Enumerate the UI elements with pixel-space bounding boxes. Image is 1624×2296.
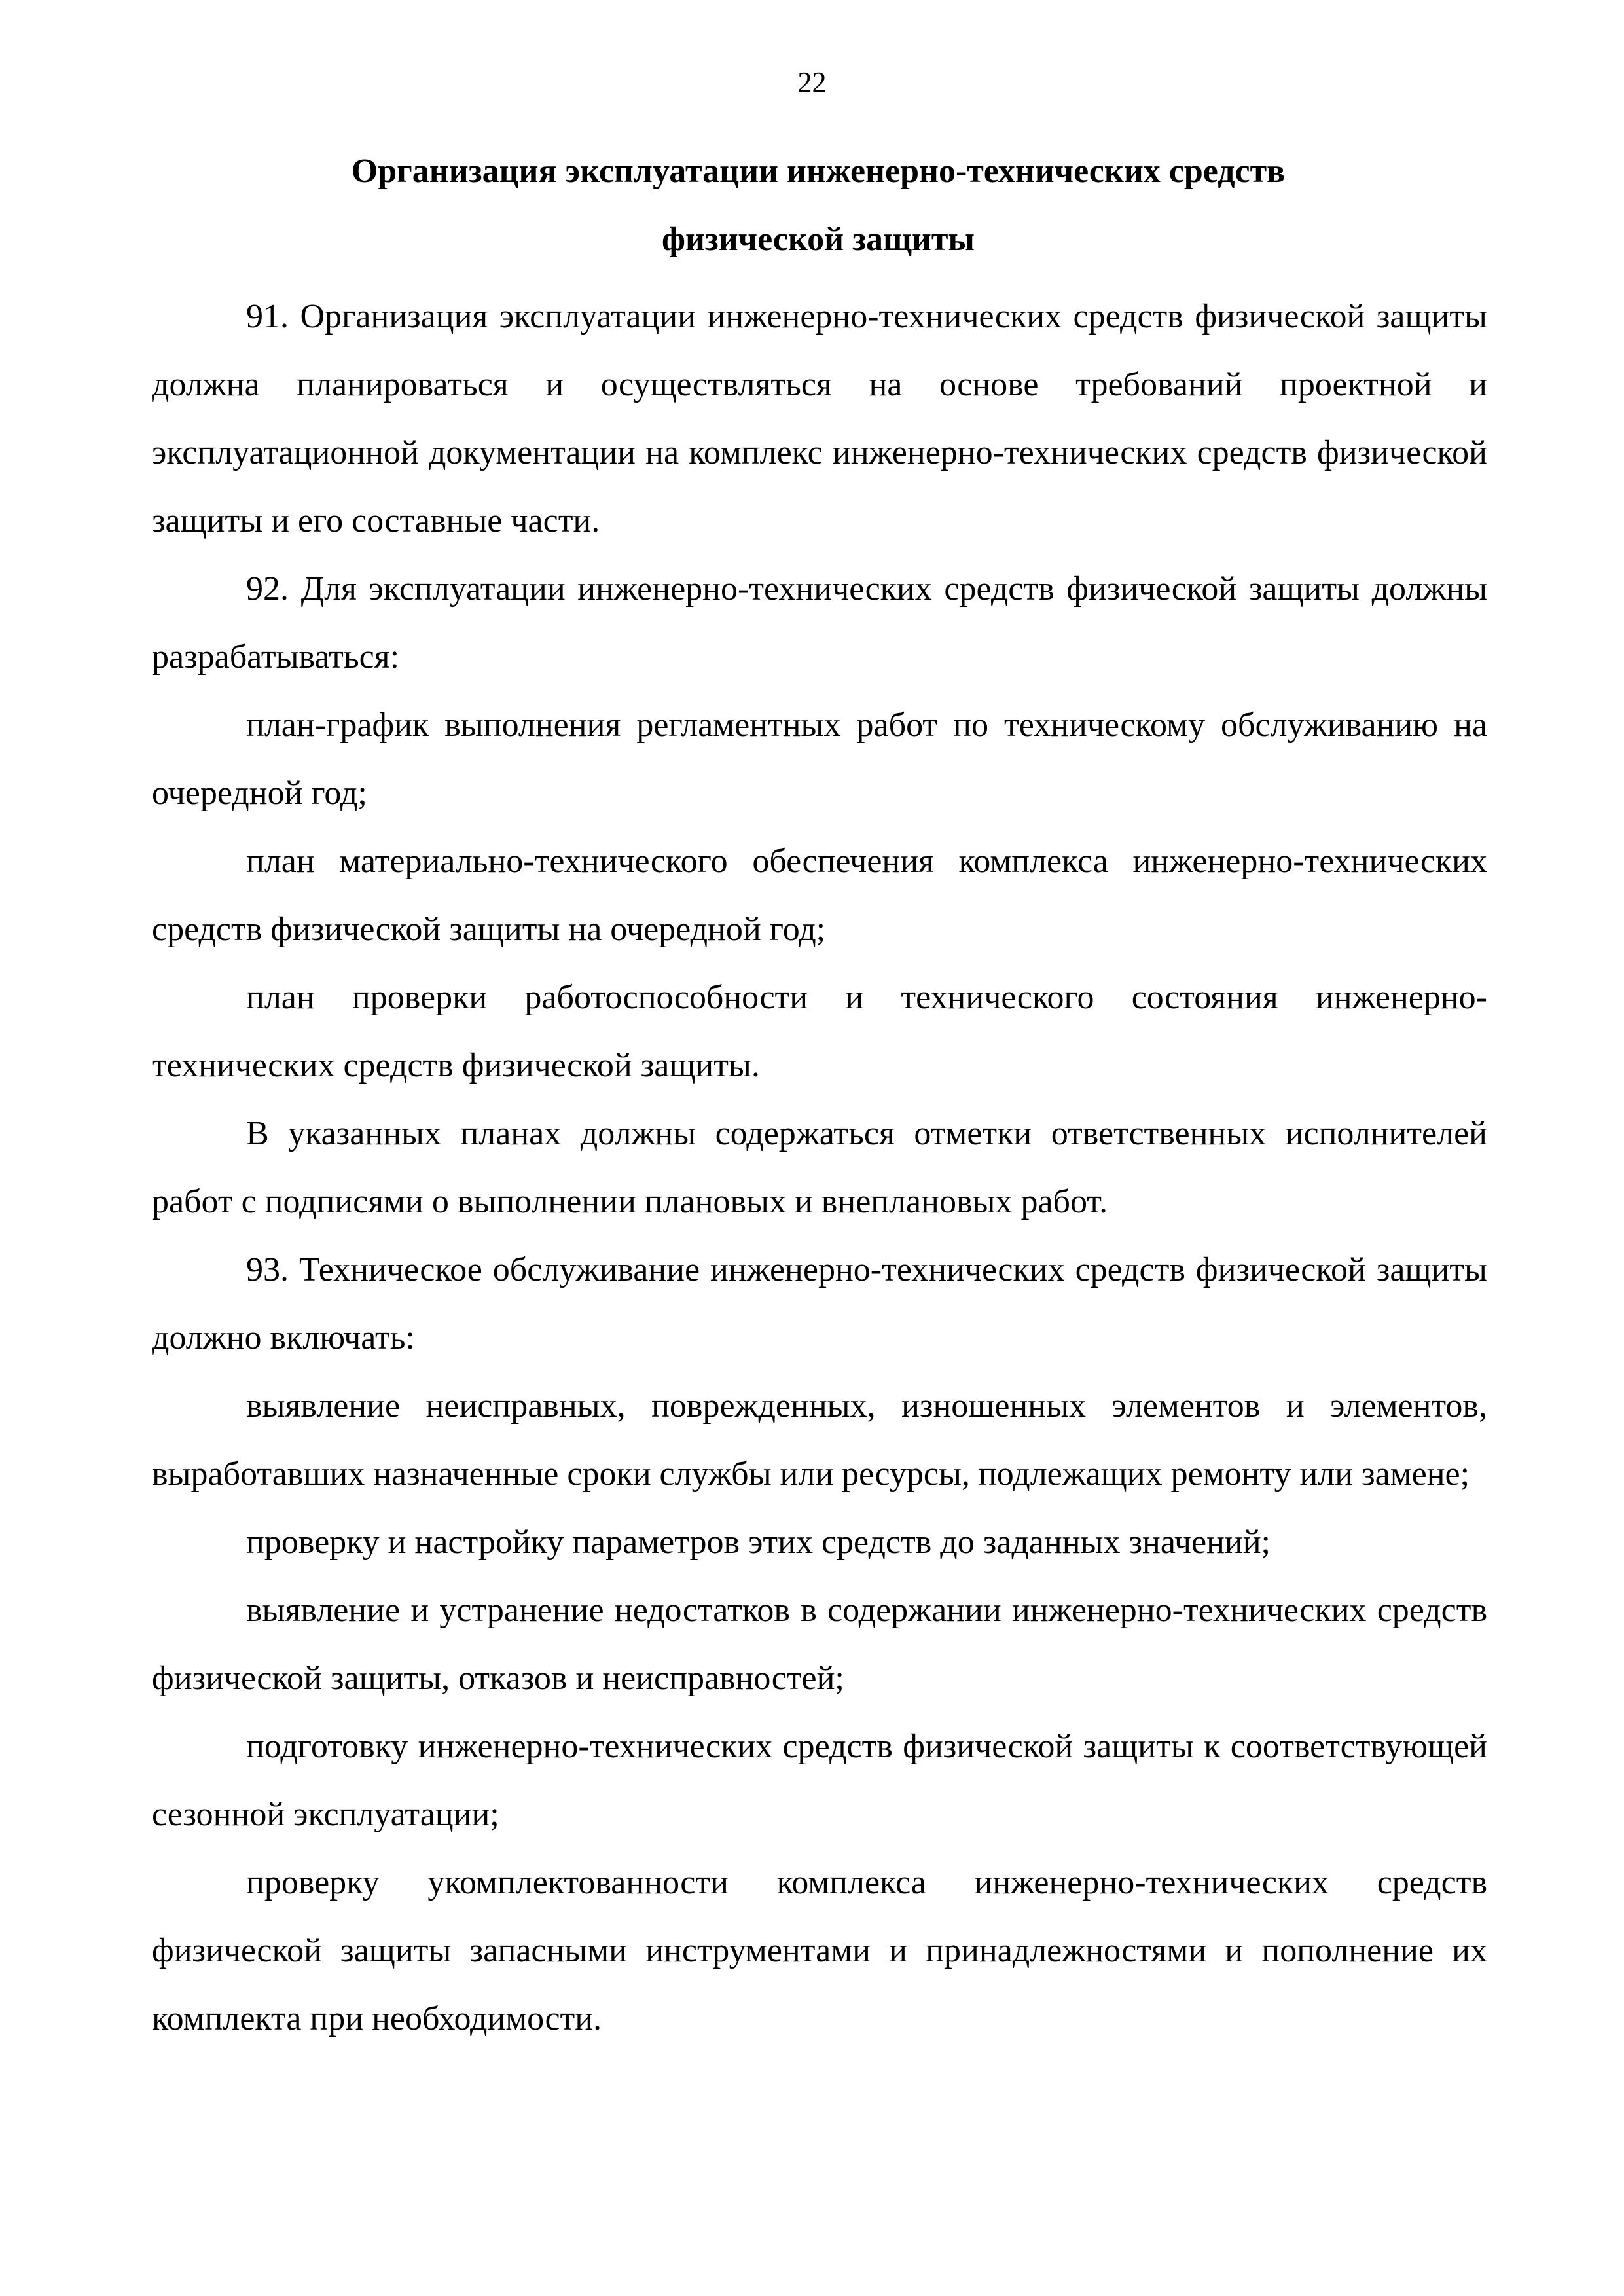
section-title-line-1: Организация эксплуатации инженерно-технических средств	[351, 153, 1286, 190]
section-title	[151, 137, 1486, 274]
paragraph-plans-note: В указанных планах должны содержаться отметки ответственных исполнителей работ с подписями о выполнении плановых и внеплановых работ.	[152, 1115, 1487, 1220]
list-item-faulty-elements: выявление неисправных, поврежденных, изношенных элементов и элементов, выработавших назначенные сроки службы или ресурсы, подлежащих ремонту или замене;	[152, 1387, 1487, 1493]
paragraph-92: 92. Для эксплуатации инженерно-технических средств физической защиты должны разрабатываться:	[152, 570, 1487, 676]
paragraph-93: 93. Техническое обслуживание инженерно-технических средств физической защиты должно включать:	[152, 1251, 1487, 1357]
list-item-parameter-check: проверку и настройку параметров этих средств до заданных значений;	[246, 1523, 1271, 1561]
page-number: 22	[797, 66, 827, 98]
list-item-inspection-plan: план проверки работоспособности и технического состояния инженерно-технических средств физической защиты.	[152, 979, 1487, 1084]
list-item-seasonal-prep: подготовку инженерно-технических средств физической защиты к соответствующей сезонной эксплуатации;	[152, 1728, 1487, 1833]
document-body	[152, 283, 1487, 2053]
section-title-line-2: физической защиты	[661, 221, 975, 258]
list-item-supply-plan: план материально-технического обеспечения комплекса инженерно-технических средств физической защиты на очередной год;	[152, 843, 1487, 948]
list-item-completeness-check: проверку укомплектованности комплекса инженерно-технических средств физической защиты запасными инструментами и принадлежностями и пополнение их комплекта при необходимости.	[152, 1864, 1487, 2037]
list-item-deficiencies: выявление и устранение недостатков в содержании инженерно-технических средств физической защиты, отказов и неисправностей;	[152, 1592, 1487, 1697]
paragraph-91: 91. Организация эксплуатации инженерно-технических средств физической защиты должна планироваться и осуществляться на основе требований проектной и эксплуатационной документации на комплекс инженерно-технических средств физической защиты и его составные части.	[152, 298, 1487, 539]
list-item-schedule-plan: план-график выполнения регламентных работ по техническому обслуживанию на очередной год;	[152, 706, 1487, 812]
